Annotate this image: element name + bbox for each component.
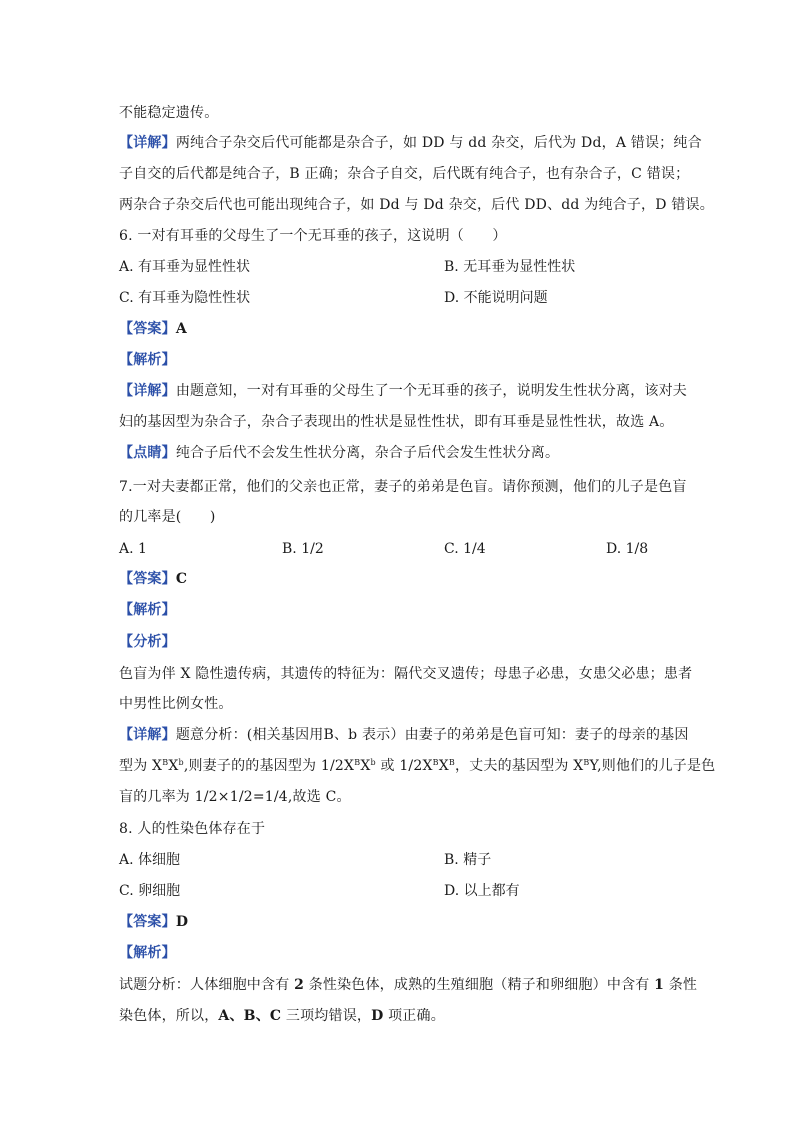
q7-answer: 【答案】C	[119, 571, 188, 587]
q6-note: 【点睛】纯合子后代不会发生性状分离，杂合子后代会发生性状分离。	[119, 445, 560, 461]
q7-fenxi-tag: 【分析】	[119, 634, 176, 650]
q8-option-d: D. 以上都有	[444, 883, 520, 899]
q7-fenxi: 色盲为伴 X 隐性遗传病，其遗传的特征为：隔代交叉遗传；母患子必患，女患父必患；患者	[119, 666, 693, 682]
q8-option-c: C. 卵细胞	[119, 883, 181, 899]
q8-explanation: 试题分析：人体细胞中含有 2 条性染色体，成熟的生殖细胞（精子和卵细胞）中含有 1 条性	[119, 977, 698, 993]
q6-answer: 【答案】A	[119, 321, 187, 337]
text-line: 两杂合子杂交后代也可能出现纯合子，如 Dd 与 Dd 杂交，后代 DD、dd 为纯合子，D 错误。	[119, 197, 714, 213]
q7-option-b: B. 1/2	[282, 541, 324, 557]
question-7-stem-cont: 的几率是( )	[119, 509, 216, 525]
q8-analysis-tag: 【解析】	[119, 945, 176, 961]
q6-option-b: B. 无耳垂为显性性状	[444, 259, 576, 275]
q7-fenxi-cont: 中男性比例女性。	[119, 696, 233, 712]
q7-detail-cont: 盲的几率为 1/2×1/2=1/4,故选 C。	[119, 789, 351, 805]
question-8-stem: 8. 人的性染色体存在于	[119, 821, 266, 837]
q6-option-a: A. 有耳垂为显性性状	[119, 259, 251, 275]
q6-option-d: D. 不能说明问题	[444, 290, 548, 306]
q7-detail-genotypes: 型为 $X^BX^b$,则妻子的的基因型为 $1/2X^BX^b$ 或 $1/2X^BX^B$，丈夫的基因型为 $X^BY$,则他们的儿子是色	[119, 758, 716, 774]
q7-analysis-tag: 【解析】	[119, 602, 176, 618]
question-6-stem: 6. 一对有耳垂的父母生了一个无耳垂的孩子，这说明（ ）	[119, 228, 507, 244]
q7-option-c: C. 1/4	[444, 541, 486, 557]
q7-detail: 【详解】题意分析：(相关基因用B、b 表示）由妻子的弟弟是色盲可知：妻子的母亲的基因	[119, 727, 689, 743]
q8-option-a: A. 体细胞	[119, 852, 181, 868]
q8-answer: 【答案】D	[119, 914, 189, 930]
question-7-stem: 7.一对夫妻都正常，他们的父亲也正常，妻子的弟弟是色盲。请你预测，他们的儿子是色盲	[119, 479, 687, 495]
text-line: 不能稳定遗传。	[119, 105, 219, 121]
q6-option-c: C. 有耳垂为隐性性状	[119, 290, 251, 306]
q6-analysis-tag: 【解析】	[119, 352, 176, 368]
q7-option-d: D. 1/8	[606, 541, 649, 557]
q8-option-b: B. 精子	[444, 852, 492, 868]
text-line: 【详解】两纯合子杂交后代可能都是杂合子，如 DD 与 dd 杂交，后代为 Dd，A 错误；纯合	[119, 135, 702, 151]
detail-tag: 【详解】	[119, 135, 176, 151]
text-line: 子自交的后代都是纯合子，B 正确；杂合子自交，后代既有纯合子，也有杂合子，C 错误；	[119, 166, 690, 182]
q8-explanation-cont: 染色体，所以，A、B、C 三项均错误，D 项正确。	[119, 1008, 445, 1024]
q6-detail-cont: 妇的基因型为杂合子，杂合子表现出的性状是显性性状，即有耳垂是显性性状，故选 A。	[119, 414, 674, 430]
q6-detail: 【详解】由题意知，一对有耳垂的父母生了一个无耳垂的孩子，说明发生性状分离，该对夫	[119, 383, 688, 399]
q7-option-a: A. 1	[119, 541, 147, 557]
